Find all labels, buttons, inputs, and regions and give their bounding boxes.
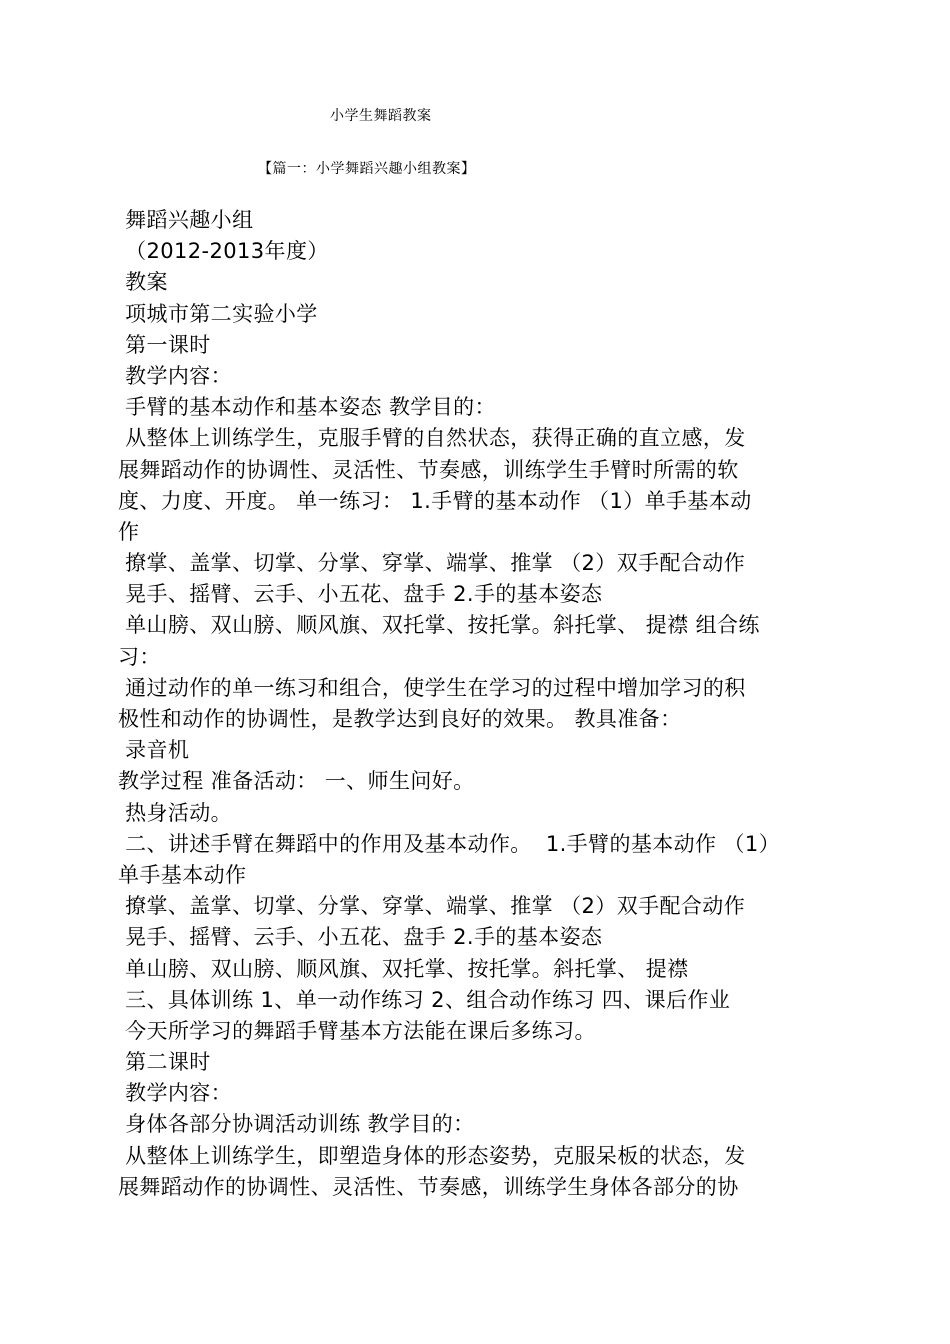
body-line: 单山膀、双山膀、顺风旗、双托掌、按托掌。斜托掌、 提襟 [118,956,689,981]
body-line: 项城市第二实验小学 [118,301,318,326]
document-body [118,205,858,1203]
body-line: 第一课时 [118,332,211,357]
body-line: 今天所学习的舞蹈手臂基本方法能在课后多练习。 [118,1018,596,1043]
body-line: 第二课时 [118,1050,211,1075]
body-line: 习： [118,644,161,669]
body-line: 手臂的基本动作和基本姿态 教学目的： [118,395,496,420]
body-line: 教学内容： [118,363,233,388]
section-heading: 【篇一：小学舞蹈兴趣小组教案】 [258,161,476,177]
body-line: 从整体上训练学生，克服手臂的自然状态，获得正确的直立感，发 [118,426,746,451]
body-line: 度、力度、开度。 单一练习： 1.手臂的基本动作 （1）单手基本动 [118,488,752,513]
body-line: 作 [118,519,140,544]
body-line: 单山膀、双山膀、顺风旗、双托掌、按托掌。斜托掌、 提襟 组合练 [118,613,760,638]
document-title: 小学生舞蹈教案 [330,108,432,124]
body-line: 二、讲述手臂在舞蹈中的作用及基本动作。 1.手臂的基本动作 （1） [118,831,781,856]
body-line: 展舞蹈动作的协调性、灵活性、节奏感，训练学生身体各部分的协 [118,1174,739,1199]
body-line: 教案 [118,270,168,295]
body-line: 录音机 [118,738,190,763]
body-line: （2012-2013年度） [118,239,329,264]
body-line: 晃手、摇臂、云手、小五花、盘手 2.手的基本姿态 [118,582,603,607]
body-line: 身体各部分协调活动训练 教学目的： [118,1112,475,1137]
body-line: 三、具体训练 1、单一动作练习 2、组合动作练习 四、课后作业 [118,987,731,1012]
body-line: 从整体上训练学生，即塑造身体的形态姿势，克服呆板的状态，发 [118,1143,746,1168]
body-line: 撩掌、盖掌、切掌、分掌、穿掌、端掌、推掌 （2）双手配合动作 [118,551,746,576]
body-line: 热身活动。 [118,800,233,825]
body-line: 极性和动作的协调性，是教学达到良好的效果。 教具准备： [118,707,682,731]
body-line: 单手基本动作 [118,862,247,887]
body-line: 晃手、摇臂、云手、小五花、盘手 2.手的基本姿态 [118,925,603,950]
body-line: 通过动作的单一练习和组合，使学生在学习的过程中增加学习的积 [118,675,746,700]
body-line: 撩掌、盖掌、切掌、分掌、穿掌、端掌、推掌 （2）双手配合动作 [118,894,746,919]
body-line: 舞蹈兴趣小组 [118,208,254,232]
body-line: 展舞蹈动作的协调性、灵活性、节奏感，训练学生手臂时所需的软 [118,457,739,482]
body-line: 教学过程 准备活动： 一、师生问好。 [118,769,475,794]
body-line: 教学内容： [118,1081,233,1106]
